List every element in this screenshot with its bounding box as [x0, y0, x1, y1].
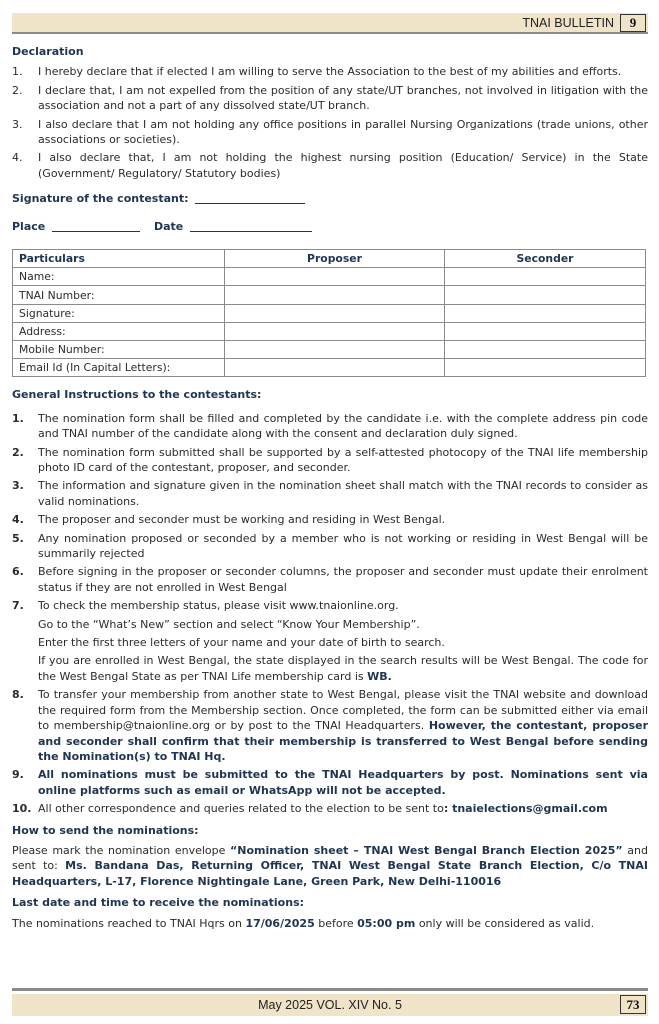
- item-text: Any nomination proposed or seconded by a member who is not working or residing in West Bengal will be summarily rejected: [38, 531, 648, 561]
- signature-line: [12, 191, 648, 206]
- signature-blank[interactable]: [195, 192, 305, 204]
- item-text: The information and signature given in the nomination sheet shall match with the TNAI records to consider as valid nominations.: [38, 479, 648, 508]
- mailing-address: Ms. Bandana Das, Returning Officer, TNAI West Bengal State Branch Election, C/o TNAI Headquarters, L-17, Florence Nightingale Lane, Green Park, New Delhi-110016: [12, 859, 648, 888]
- item-number: 8.: [12, 688, 24, 702]
- row-label: Address:: [13, 322, 225, 340]
- page-footer: [12, 994, 648, 1016]
- item-number: 2.: [12, 445, 24, 459]
- item-text: To transfer your membership from another state to West Bengal, please visit the TNAI website and download the required form from the Membership section. Once completed, the form can be submitted either via email to membership@tnaionline.org or by post to the TNAI Headquarters.: [38, 688, 648, 733]
- column-header-particulars: Particulars: [13, 250, 225, 268]
- item-number: 10.: [12, 802, 32, 816]
- instructions-heading: General Instructions to the contestants:: [12, 388, 262, 402]
- deadline-date: 17/06/2025: [245, 916, 315, 930]
- deadline-time: 05:00 pm: [357, 916, 416, 930]
- item-subline: Enter the first three letters of your name and your date of birth to search.: [38, 636, 445, 650]
- table-row: [13, 341, 646, 359]
- item-text: I also declare that, I am not holding the highest nursing position (Education/ Service) in the State (Government/ Regulatory/ Statutory bodies): [38, 151, 648, 180]
- seconder-cell[interactable]: [445, 359, 646, 377]
- list-item: [12, 512, 648, 527]
- envelope-marking: “Nomination sheet – TNAI West Bengal Branch Election 2025”: [230, 843, 623, 857]
- proposer-cell[interactable]: [225, 322, 445, 340]
- seconder-cell[interactable]: [445, 304, 646, 322]
- list-item: [12, 64, 648, 79]
- place-blank[interactable]: [52, 220, 140, 232]
- item-number: 2.: [12, 83, 23, 97]
- instructions-list: [12, 411, 648, 817]
- list-item: [12, 598, 648, 684]
- item-bold-text: All nominations must be submitted to the TNAI Headquarters by post. Nominations sent via online platforms such as email or WhatsApp will not be accepted.: [38, 768, 648, 797]
- row-label: Signature:: [13, 304, 225, 322]
- footer-page-number: 73: [620, 995, 646, 1014]
- column-header-seconder: Seconder: [445, 250, 646, 268]
- last-date-text-1: The nominations reached to TNAI Hqrs on: [12, 916, 242, 930]
- how-to-send-heading: How to send the nominations:: [12, 823, 199, 837]
- table-row: [13, 304, 646, 322]
- particulars-table: [12, 249, 646, 377]
- item-number: 4.: [12, 151, 23, 165]
- proposer-cell[interactable]: [225, 359, 445, 377]
- bulletin-title: TNAI BULLETIN: [522, 16, 614, 30]
- item-subline-text: If you are enrolled in West Bengal, the state displayed in the search results will be West Bengal. The code for the West Bengal State as per TNAI Life membership card is: [38, 654, 648, 683]
- list-item: [12, 767, 648, 798]
- item-number: 6.: [12, 565, 24, 579]
- seconder-cell[interactable]: [445, 286, 646, 304]
- row-label: Mobile Number:: [13, 341, 225, 359]
- footer-divider: [12, 988, 648, 991]
- item-subline: [38, 653, 648, 684]
- signature-label: Signature of the contestant:: [12, 192, 189, 206]
- item-number: 4.: [12, 513, 24, 527]
- seconder-cell[interactable]: [445, 341, 646, 359]
- table-row: [13, 286, 646, 304]
- last-date-text-3: only will be considered as valid.: [418, 916, 595, 930]
- proposer-cell[interactable]: [225, 304, 445, 322]
- list-item: [12, 531, 648, 562]
- list-item: [12, 801, 648, 816]
- header-page-number: 9: [620, 14, 646, 32]
- item-bold-text: However, the contestant, proposer and seconder shall confirm that their membership is transferred to West Bengal before sending the Nomination(s) to TNAI Hq.: [38, 719, 648, 763]
- item-number: 3.: [12, 479, 24, 493]
- place-label: Place: [12, 219, 46, 233]
- election-email: : tnaielections@gmail.com: [443, 802, 608, 816]
- row-label: Email Id (In Capital Letters):: [13, 359, 225, 377]
- table-row: [13, 268, 646, 286]
- date-label: Date: [153, 219, 184, 233]
- list-item: [12, 117, 648, 148]
- item-text: To check the membership status, please visit www.tnaionline.org.: [38, 599, 399, 613]
- row-label: TNAI Number:: [13, 286, 225, 304]
- item-text: Before signing in the proposer or seconder columns, the proposer and seconder must update their enrolment status if they are not enrolled in West Bengal: [38, 565, 648, 594]
- item-number: 1.: [12, 65, 23, 79]
- list-item: [12, 83, 648, 114]
- how-text-2: and sent to:: [12, 843, 648, 873]
- item-number: 3.: [12, 117, 23, 131]
- item-text: I hereby declare that if elected I am willing to serve the Association to the best of my abilities and efforts.: [38, 65, 622, 79]
- list-item: [12, 150, 648, 181]
- table-row: [13, 359, 646, 377]
- list-item: [12, 687, 648, 764]
- last-date-paragraph: [12, 916, 648, 931]
- proposer-cell[interactable]: [225, 286, 445, 304]
- page-header: [12, 13, 648, 34]
- place-date-line: [12, 219, 648, 234]
- how-to-send-paragraph: [12, 843, 648, 889]
- state-code: WB.: [367, 669, 392, 683]
- item-text: The proposer and seconder must be working and residing in West Bengal.: [38, 513, 446, 527]
- declaration-list: [12, 64, 648, 181]
- list-item: [12, 478, 648, 509]
- column-header-proposer: Proposer: [225, 250, 445, 268]
- list-item: [12, 411, 648, 442]
- table-header-row: [13, 250, 646, 268]
- item-number: 9.: [12, 768, 24, 782]
- item-text: The nomination form shall be filled and completed by the candidate i.e. with the complete address pin code and TNAI number of the candidate along with the consent and declaration duly signed.: [38, 411, 648, 441]
- declaration-heading: Declaration: [12, 45, 84, 58]
- date-blank[interactable]: [190, 220, 312, 232]
- proposer-cell[interactable]: [225, 341, 445, 359]
- item-number: 7.: [12, 599, 24, 613]
- last-date-text-2: before: [318, 916, 354, 930]
- item-text: All other correspondence and queries related to the election to be sent to: [38, 802, 444, 816]
- issue-info: May 2025 VOL. XIV No. 5: [258, 998, 402, 1012]
- list-item: [12, 564, 648, 595]
- page-content: [12, 44, 648, 931]
- item-text: I also declare that I am not holding any office positions in parallel Nursing Organizations (trade unions, other associations or societies).: [38, 117, 648, 147]
- item-number: 1.: [12, 411, 24, 425]
- seconder-cell[interactable]: [445, 268, 646, 286]
- how-text-1: Please mark the nomination envelope: [12, 843, 226, 857]
- table-row: [13, 322, 646, 340]
- row-label: Name:: [13, 268, 225, 286]
- item-subline: Go to the “What’s New” section and select “Know Your Membership”.: [38, 617, 420, 631]
- list-item: [12, 445, 648, 476]
- item-text: I declare that, I am not expelled from the position of any state/UT branches, not involved in litigation with the association and not a part of any dissolved state/UT branch.: [38, 83, 648, 113]
- proposer-cell[interactable]: [225, 268, 445, 286]
- item-number: 5.: [12, 531, 24, 545]
- item-text: The nomination form submitted shall be supported by a self-attested photocopy of the TNAI life membership photo ID card of the contestant, proposer, and seconder.: [38, 445, 648, 474]
- seconder-cell[interactable]: [445, 322, 646, 340]
- last-date-heading: Last date and time to receive the nominations:: [12, 896, 305, 910]
